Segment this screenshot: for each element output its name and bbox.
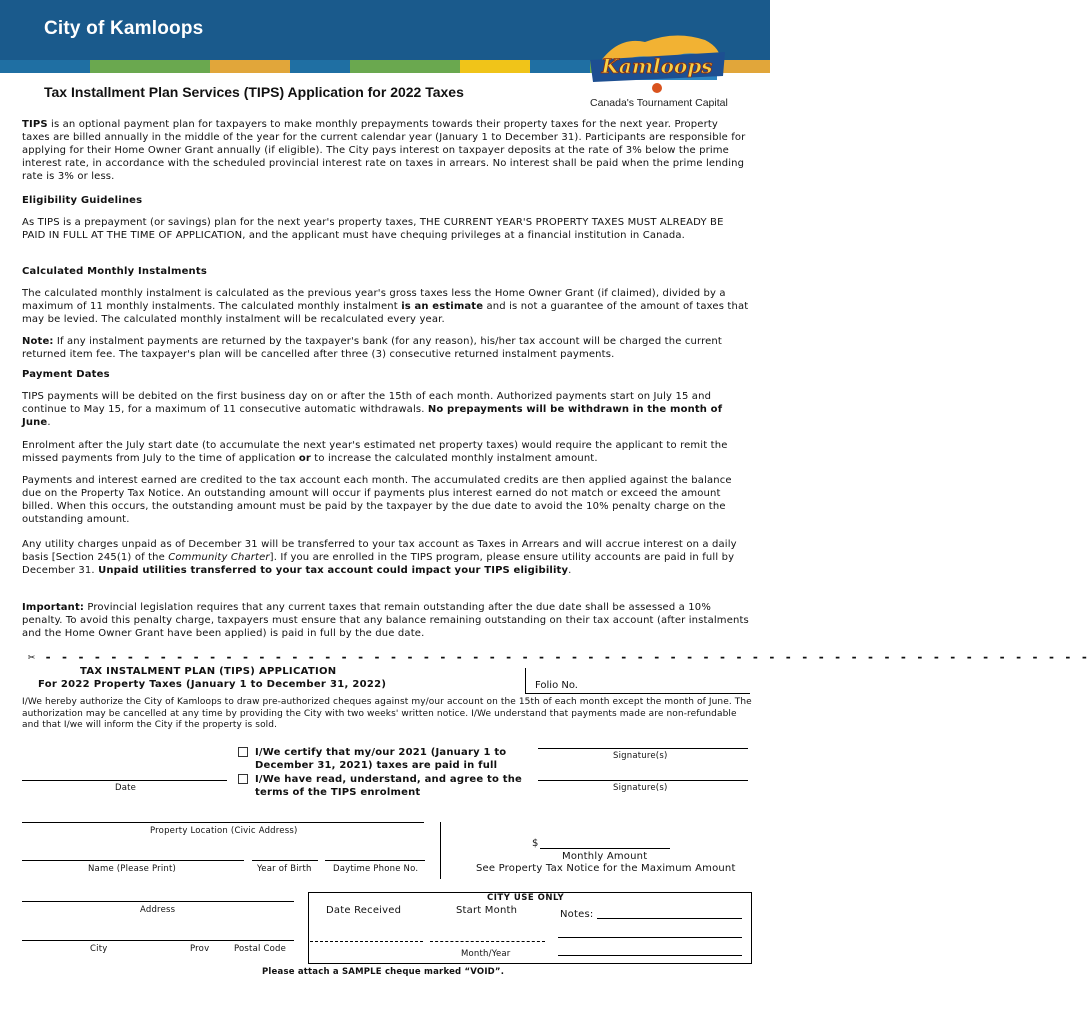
address-line[interactable] [22, 901, 294, 902]
calc-paragraph: The calculated monthly instalment is calculated as the previous year's gross taxes less the Home Owner Grant (if claimed), divided by a maximum of 11 monthly instalments. The calculated monthly instalment is an estimate and is not a guarantee of the amount of taxes that may be levied. The calculated monthly instalment will be recalculated every year. [22, 288, 749, 326]
agree-terms-checkbox[interactable] [238, 774, 248, 784]
city-name: City of Kamloops [44, 18, 204, 39]
start-month-label: Start Month [456, 905, 518, 916]
signature-2-label: Signature(s) [613, 783, 668, 793]
name-line[interactable] [22, 860, 244, 861]
folio-label: Folio No. [535, 680, 578, 691]
date-line[interactable] [22, 780, 227, 781]
payments-interest-paragraph: Payments and interest earned are credited to the tax account each month. The accumulated credits are then applied against the balance due on the Property Tax Notice. An outstanding amount will occur if payments plus interest earned do not match or exceed the amount billed. When this occurs, the outstanding amount must be paid by the taxpayer by the due date to avoid the 10% penalty charge on the outstanding amount. [22, 475, 732, 526]
year-of-birth-label: Year of Birth [257, 864, 312, 874]
eligibility-heading: Eligibility Guidelines [22, 195, 143, 206]
dollar-sign: $ [532, 838, 539, 849]
signature-1-line[interactable] [538, 748, 748, 749]
date-received-label: Date Received [326, 905, 402, 916]
city-prov-postal-line[interactable] [22, 940, 294, 941]
enrolment-paragraph: Enrolment after the July start date (to accumulate the next year's estimated net property taxes) would require the applicant to remit the missed payments from July to the time of application or to increase the calculated monthly instalment amount. [22, 440, 728, 465]
intro-paragraph: TIPS is an optional payment plan for taxpayers to make monthly prepayments towards their property taxes for the next year. Property taxes are billed annually in the middle of the year for the current calendar year (January 1 to December 31). Participants are responsible for applying for their Home Owner Grant annually (if eligible). The City pays interest on taxpayer deposits at the rate of 3% below the prime interest rate, in accordance with the scheduled provincial interest rate on taxes in arrears. No interest shall be paid when the prime lending rate is 3% or less. [22, 119, 746, 183]
monthly-amount-label: Monthly Amount [562, 851, 648, 862]
signature-2-line[interactable] [538, 780, 748, 781]
see-notice-label: See Property Tax Notice for the Maximum Amount [476, 863, 736, 874]
logo-tagline: Canada's Tournament Capital [590, 97, 728, 109]
certify-taxes-paid-label: I/We certify that my/our 2021 (January 1 to December 31, 2021) taxes are paid in full [255, 747, 507, 771]
scissors-cut-line: ✂ - - - - - - - - - - - - - - - - - - - - - - - - - - - - - - - - - - - - - - - - - - - - - - - - - - - - - - - - - - - - - - - - [28, 650, 1089, 664]
prov-label: Prov [190, 944, 210, 954]
utility-paragraph: Any utility charges unpaid as of December 31 will be transferred to your tax account as Taxes in Arrears and will accrue interest on a daily basis [Section 245(1) of the Community Charter]. If you are enrolled in the TIPS program, please ensure utility accounts are paid in full by December 31. Unpaid utilities transferred to your tax account could impact your TIPS eligibility. [22, 539, 737, 577]
eligibility-paragraph: As TIPS is a prepayment (or savings) plan for the next year's property taxes, THE CURRENT YEAR'S PROPERTY TAXES MUST ALREADY BE PAID IN FULL AT THE TIME OF APPLICATION, and the applicant must have chequing privileges at a financial institution in Canada. [22, 217, 724, 242]
void-cheque-note: Please attach a SAMPLE cheque marked “VOID”. [262, 967, 505, 977]
agree-terms-label: I/We have read, understand, and agree to the terms of the TIPS enrolment [255, 774, 523, 798]
phone-label: Daytime Phone No. [333, 864, 419, 874]
amount-divider [440, 822, 441, 879]
start-month-line[interactable] [430, 941, 545, 942]
property-location-label: Property Location (Civic Address) [150, 826, 298, 836]
form-subtitle: For 2022 Property Taxes (January 1 to December 31, 2022) [38, 679, 387, 690]
kamloops-logo [585, 30, 730, 95]
signature-1-label: Signature(s) [613, 751, 668, 761]
important-paragraph: Important: Provincial legislation requires that any current taxes that remain outstanding after the due date shall be assessed a 10% penalty. To avoid this penalty charge, taxpayers must ensure that any balance remaining outstanding on their tax account (after instalments and the Home Owner Grant have been applied) is paid in full by the due date. [22, 602, 749, 640]
payment-heading: Payment Dates [22, 369, 110, 380]
payment-paragraph: TIPS payments will be debited on the first business day on or after the 15th of each month. Authorized payments start on July 15 and continue to May 15, for a maximum of 11 consecutive automatic withdrawals. No prepayments will be withdrawn in the month of June. [22, 391, 723, 429]
notes-line-3[interactable] [558, 955, 742, 956]
city-use-only-label: CITY USE ONLY [487, 893, 565, 903]
notes-line-2[interactable] [558, 937, 742, 938]
note-paragraph: Note: If any instalment payments are returned by the taxpayer's bank (for any reason), his/her tax account will be charged the current returned item fee. The taxpayer's plan will be cancelled after three (3) consecutive returned instalment payments. [22, 336, 722, 361]
form-title: TAX INSTALMENT PLAN (TIPS) APPLICATION [80, 666, 337, 677]
authorization-text: I/We hereby authorize the City of Kamloops to draw pre-authorized cheques against my/our account on the 15th of each month except the month of June. The authorization may be cancelled at any time by providing the City with two weeks' written notice. I/We understand that payments made are non-refundable and that I/we will inform the City if the property is sold. [22, 697, 752, 730]
phone-line[interactable] [325, 860, 425, 861]
notes-label: Notes: [560, 909, 594, 920]
monthly-amount-line[interactable] [540, 848, 670, 849]
date-label: Date [115, 783, 137, 793]
property-location-line[interactable] [22, 822, 424, 823]
month-year-label: Month/Year [461, 949, 511, 959]
name-label: Name (Please Print) [88, 864, 177, 874]
notes-line-1[interactable] [597, 918, 742, 919]
city-label: City [90, 944, 108, 954]
postal-code-label: Postal Code [234, 944, 287, 954]
year-of-birth-line[interactable] [252, 860, 318, 861]
address-label: Address [140, 905, 176, 915]
date-received-line[interactable] [310, 941, 423, 942]
certify-taxes-paid-checkbox[interactable] [238, 747, 248, 757]
calc-heading: Calculated Monthly Instalments [22, 266, 208, 277]
svg-text:Kamloops: Kamloops [601, 54, 713, 78]
document-title: Tax Installment Plan Services (TIPS) Application for 2022 Taxes [44, 84, 464, 100]
